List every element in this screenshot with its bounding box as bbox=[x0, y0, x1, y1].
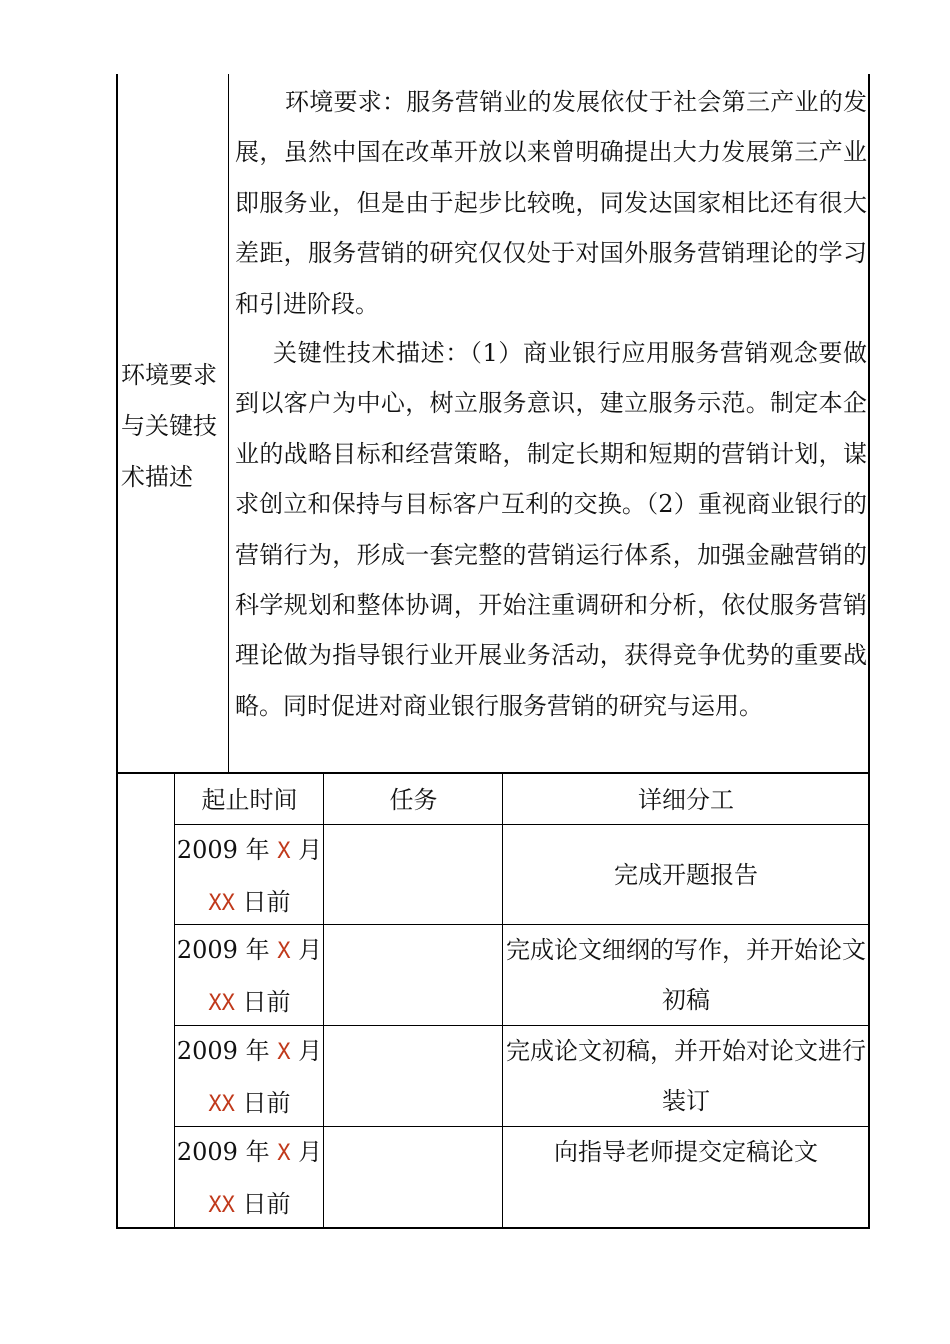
section-label: 环境要求与关键技术描述 bbox=[121, 361, 217, 491]
date-day-suffix: 日前 bbox=[234, 888, 291, 916]
date-year: 2009 年 bbox=[176, 1138, 278, 1166]
header-time: 起止时间 bbox=[201, 786, 298, 814]
table-row-detail: 完成论文细纲的写作，并开始论文初稿 bbox=[506, 936, 866, 1014]
date-month-suffix: 月 bbox=[290, 1037, 323, 1065]
date-month-placeholder: X bbox=[277, 1141, 291, 1166]
table-row-detail: 完成论文初稿，并开始对论文进行装订 bbox=[506, 1037, 866, 1115]
date-day-placeholder: XX bbox=[208, 1193, 235, 1218]
schedule-col-divider-3 bbox=[502, 773, 503, 1228]
date-month-suffix: 月 bbox=[290, 1138, 323, 1166]
schedule-col-divider-1 bbox=[174, 773, 175, 1228]
table-row-date bbox=[176, 1026, 323, 1130]
date-year: 2009 年 bbox=[176, 936, 278, 964]
date-day-placeholder: XX bbox=[208, 991, 235, 1016]
date-year: 2009 年 bbox=[176, 1037, 278, 1065]
header-task: 任务 bbox=[389, 786, 438, 814]
table-row-detail: 完成开题报告 bbox=[614, 861, 758, 889]
table-row-date bbox=[176, 825, 323, 929]
schedule-col-divider-2 bbox=[323, 773, 324, 1228]
table-row-date bbox=[176, 925, 323, 1029]
date-month-placeholder: X bbox=[277, 939, 291, 964]
key-technology-paragraph: 关键性技术描述：（1）商业银行应用服务营销观念要做到以客户为中心，树立服务意识，建立服务示范。制定本企业的战略目标和经营策略，制定长期和短期的营销计划，谋求创立和保持与目标客户互利的交换。（2）重视商业银行的营销行为，形成一套完整的营销运行体系，加强金融营销的科学规划和整体协调，开始注重调研和分析，依仗服务营销理论做为指导银行业开展业务活动，获得竞争优势的重要战略。同时促进对商业银行服务营销的研究与运用。 bbox=[235, 339, 867, 720]
date-month-placeholder: X bbox=[277, 839, 291, 864]
environment-requirements-paragraph: 环境要求：服务营销业的发展依仗于社会第三产业的发展，虽然中国在改革开放以来曾明确提出大力发展第三产业即服务业，但是由于起步比较晚，同发达国家相比还有很大差距，服务营销的研究仅仅处于对国外服务营销理论的学习和引进阶段。 bbox=[235, 88, 867, 318]
date-year: 2009 年 bbox=[176, 836, 278, 864]
date-day-suffix: 日前 bbox=[234, 1190, 291, 1218]
table-right-border bbox=[868, 74, 870, 1229]
table-left-border bbox=[116, 74, 118, 1229]
date-day-placeholder: XX bbox=[208, 891, 235, 916]
date-day-suffix: 日前 bbox=[234, 1089, 291, 1117]
section-divider bbox=[116, 772, 870, 774]
date-day-suffix: 日前 bbox=[234, 988, 291, 1016]
date-month-placeholder: X bbox=[277, 1040, 291, 1065]
date-month-suffix: 月 bbox=[290, 936, 323, 964]
table-row-detail: 向指导老师提交定稿论文 bbox=[554, 1138, 818, 1166]
table-row-date bbox=[176, 1127, 323, 1231]
header-detail: 详细分工 bbox=[638, 786, 734, 814]
date-month-suffix: 月 bbox=[290, 836, 323, 864]
date-day-placeholder: XX bbox=[208, 1092, 235, 1117]
